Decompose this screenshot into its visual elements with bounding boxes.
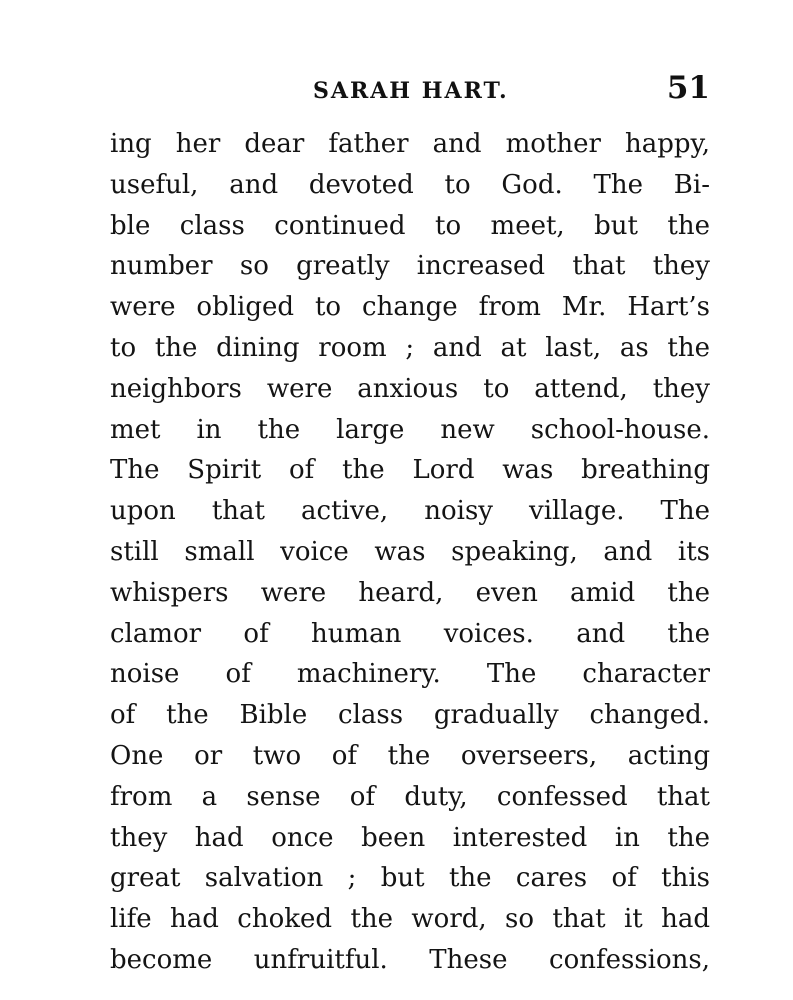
text-line: of the Bible class gradually changed. [110, 700, 710, 731]
text-line: great salvation ; but the cares of this [110, 863, 710, 894]
text-line: still small voice was speaking, and its [110, 536, 710, 567]
text-line: The Spirit of the Lord was breathing [110, 455, 710, 486]
text-line: from a sense of duty, confessed that [110, 781, 710, 812]
text-line: become unfruitful. These confessions, [110, 944, 710, 975]
text-line: number so greatly increased that they [110, 251, 710, 282]
running-title: SARAH HART. [313, 78, 509, 104]
text-line: life had choked the word, so that it had [110, 904, 710, 935]
text-line: One or two of the overseers, acting [110, 740, 710, 771]
running-head [110, 72, 710, 112]
text-line: useful, and devoted to God. The Bi- [110, 169, 710, 200]
text-line: were obliged to change from Mr. Hart’s [110, 292, 710, 323]
text-line: ing her dear father and mother happy, [110, 129, 710, 159]
text-line: noise of machinery. The character [110, 659, 710, 690]
body-text [110, 124, 710, 981]
text-line: neighbors were anxious to attend, they [110, 373, 710, 404]
text-line: upon that active, noisy village. The [110, 496, 710, 527]
text-line: met in the large new school-house. [110, 414, 710, 445]
text-line: to the dining room ; and at last, as the [110, 332, 710, 363]
text-line: ble class continued to meet, but the [110, 210, 710, 241]
text-line: whispers were heard, even amid the [110, 577, 710, 608]
text-line: clamor of human voices. and the [110, 618, 710, 649]
page-number: 51 [666, 70, 710, 106]
text-line: they had once been interested in the [110, 822, 710, 853]
